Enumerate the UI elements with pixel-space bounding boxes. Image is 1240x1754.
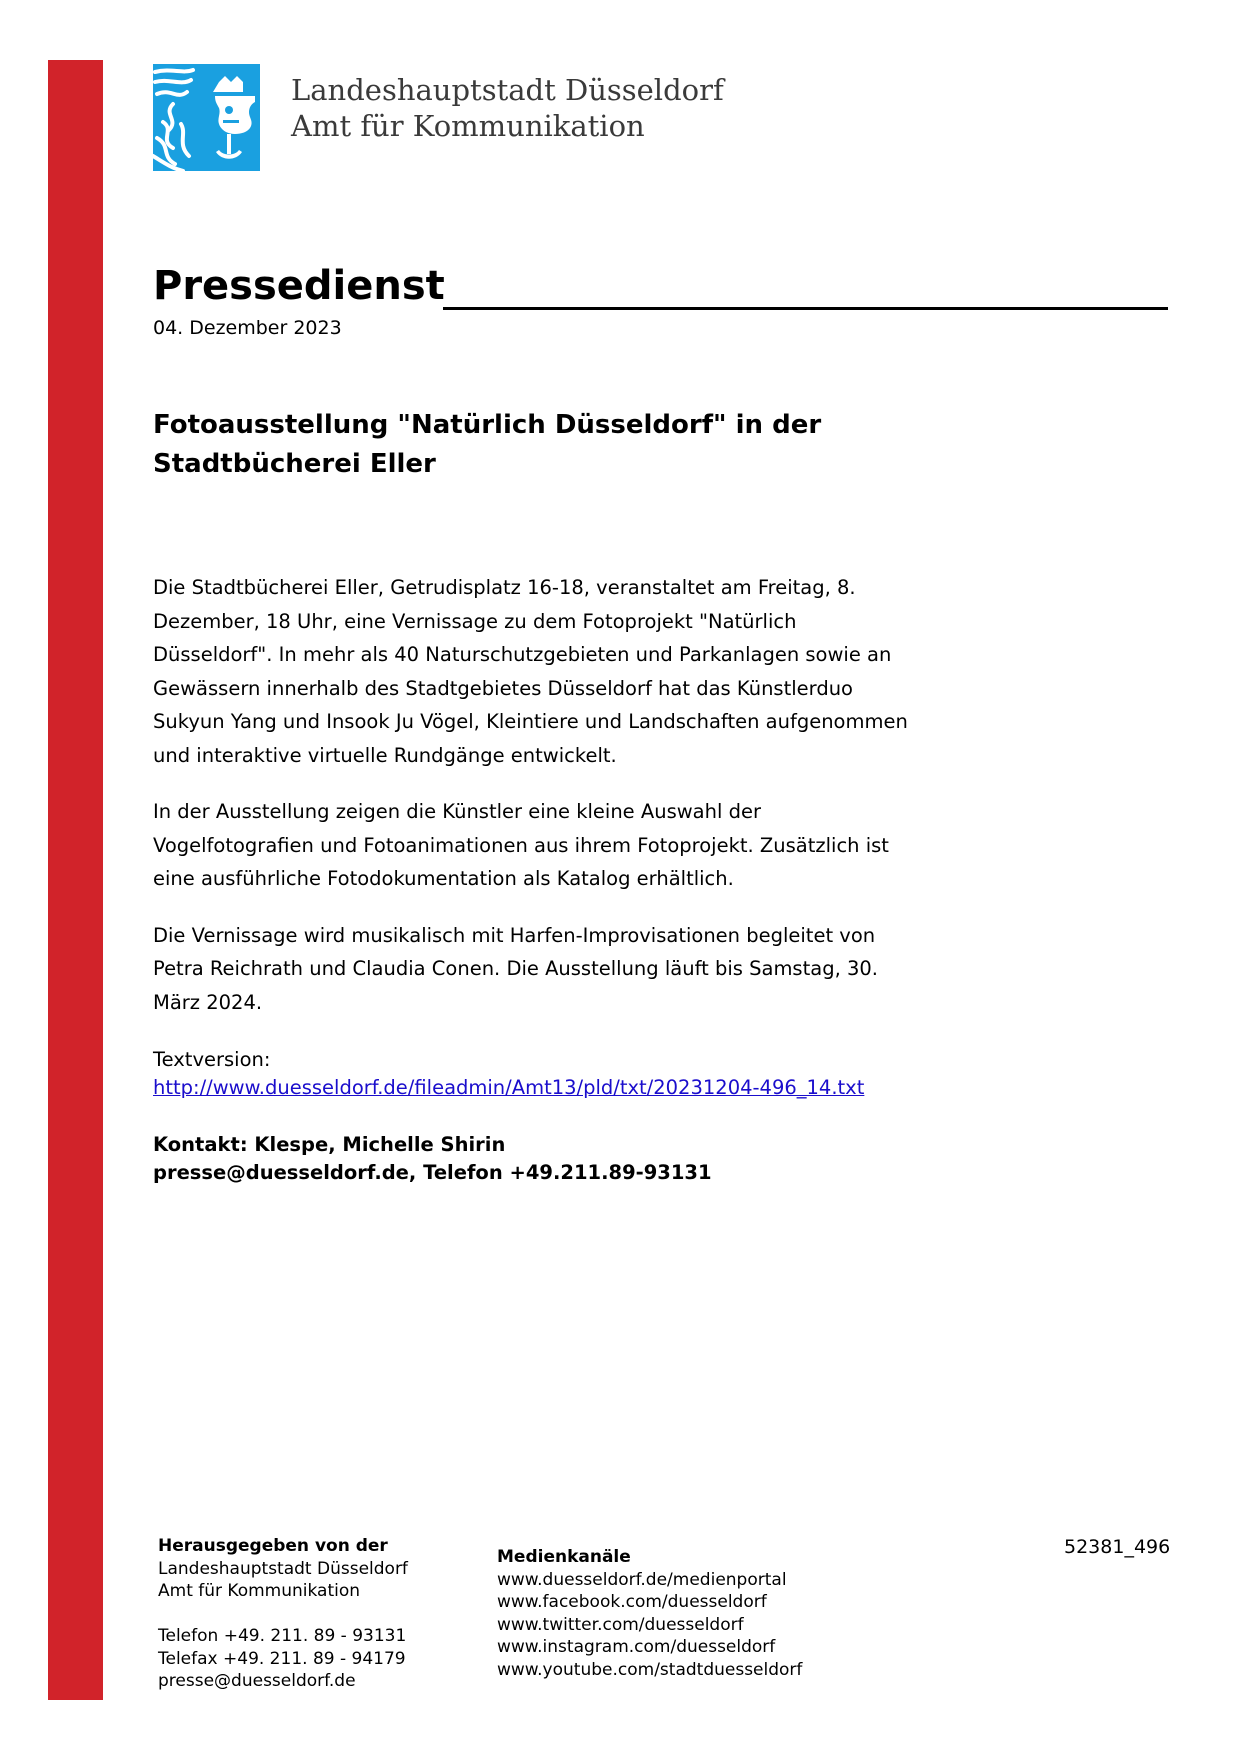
red-side-bar bbox=[48, 60, 103, 1700]
publisher-block bbox=[158, 1535, 408, 1693]
paragraph bbox=[153, 571, 933, 772]
media-channels-block bbox=[497, 1546, 802, 1681]
textversion-link[interactable]: http://www.duesseldorf.de/fileadmin/Amt13/pld/txt/20231204-496_14.txt bbox=[153, 1076, 865, 1099]
media-link[interactable]: www.duesseldorf.de/medienportal bbox=[497, 1569, 787, 1590]
heading-rule bbox=[443, 307, 1168, 310]
org-line-1: Landeshauptstadt Düsseldorf bbox=[291, 73, 724, 107]
title-line: Fotoausstellung "Natürlich Düsseldorf" in der bbox=[153, 410, 822, 440]
publisher-fax: Telefax +49. 211. 89 - 94179 bbox=[158, 1648, 406, 1669]
duesseldorf-city-logo-icon bbox=[153, 64, 260, 171]
text-line: Vogelfotografien und Fotoanimationen aus ihrem Fotoprojekt. Zusätzlich ist bbox=[153, 833, 889, 857]
text-line: Die Stadtbücherei Eller, Getrudisplatz 16-18, veranstaltet am Freitag, 8. bbox=[153, 576, 856, 599]
contact-block bbox=[153, 1131, 712, 1187]
text-line: Die Vernissage wird musikalisch mit Harfen-Improvisationen begleitet von bbox=[153, 923, 876, 947]
text-line: Petra Reichrath und Claudia Conen. Die Ausstellung läuft bis Samstag, 30. bbox=[153, 957, 878, 980]
paragraph bbox=[153, 795, 933, 896]
media-heading: Medienkanäle bbox=[497, 1547, 631, 1567]
org-line-2: Amt für Kommunikation bbox=[291, 109, 645, 143]
publisher-phone: Telefon +49. 211. 89 - 93131 bbox=[158, 1626, 407, 1646]
media-link[interactable]: www.youtube.com/stadtduesseldorf bbox=[497, 1659, 803, 1680]
text-line: und interaktive virtuelle Rundgänge entwickelt. bbox=[153, 743, 617, 767]
contact-details: presse@duesseldorf.de, Telefon +49.211.89-93131 bbox=[153, 1161, 712, 1184]
media-link[interactable]: www.facebook.com/duesseldorf bbox=[497, 1592, 767, 1612]
text-line: Dezember, 18 Uhr, eine Vernissage zu dem Fotoprojekt "Natürlich bbox=[153, 609, 797, 633]
text-line: Gewässern innerhalb des Stadtgebietes Düsseldorf hat das Künstlerduo bbox=[153, 676, 853, 700]
press-heading: Pressedienst bbox=[153, 263, 445, 309]
publisher-heading: Herausgegeben von der bbox=[158, 1536, 388, 1556]
article-title bbox=[153, 406, 821, 484]
text-line: In der Ausstellung zeigen die Künstler eine kleine Auswahl der bbox=[153, 800, 762, 823]
spacer bbox=[158, 1603, 408, 1626]
publisher-line: Landeshauptstadt Düsseldorf bbox=[158, 1558, 408, 1579]
text-line: März 2024. bbox=[153, 990, 263, 1014]
title-line: Stadtbücherei Eller bbox=[153, 449, 436, 479]
media-link[interactable]: www.twitter.com/duesseldorf bbox=[497, 1614, 744, 1635]
press-date: 04. Dezember 2023 bbox=[153, 317, 342, 339]
text-line: eine ausführliche Fotodokumentation als Katalog erhältlich. bbox=[153, 867, 734, 890]
text-line: Düsseldorf". In mehr als 40 Naturschutzgebieten und Parkanlagen sowie an bbox=[153, 643, 892, 666]
paragraph bbox=[153, 919, 933, 1020]
textversion-label: Textversion: bbox=[153, 1048, 271, 1071]
publisher-line: Amt für Kommunikation bbox=[158, 1581, 361, 1601]
contact-name: Kontakt: Klespe, Michelle Shirin bbox=[153, 1133, 506, 1156]
article-body bbox=[153, 571, 933, 1042]
publisher-email: presse@duesseldorf.de bbox=[158, 1671, 356, 1691]
document-id: 52381_496 bbox=[1064, 1536, 1171, 1558]
media-link[interactable]: www.instagram.com/duesseldorf bbox=[497, 1637, 776, 1657]
text-line: Sukyun Yang und Insook Ju Vögel, Kleintiere und Landschaften aufgenommen bbox=[153, 710, 908, 733]
organization-name bbox=[291, 72, 724, 144]
